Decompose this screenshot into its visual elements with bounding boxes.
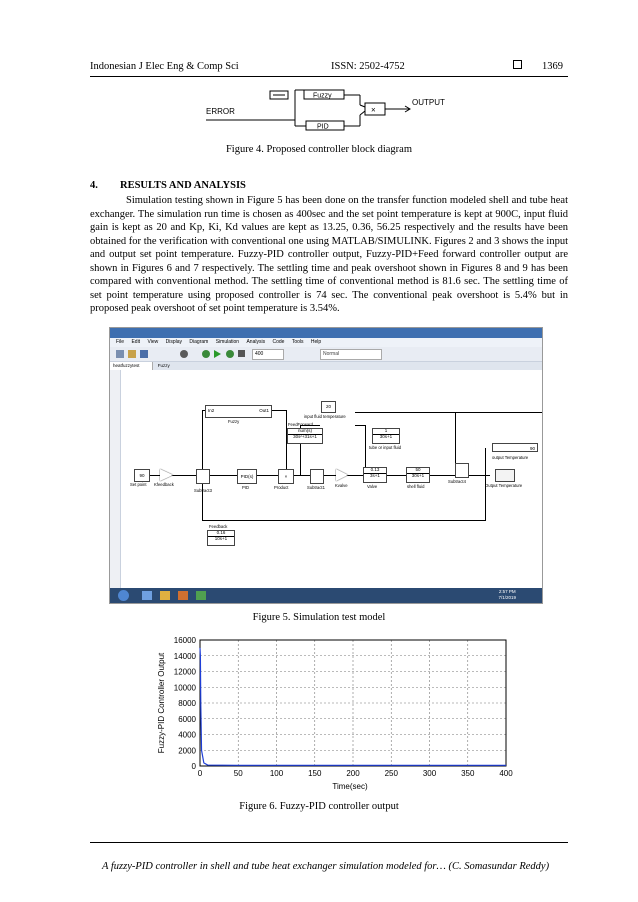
x-tick-label: 50 bbox=[233, 769, 243, 778]
library-icon[interactable] bbox=[180, 350, 188, 358]
kvalve-gain[interactable] bbox=[336, 469, 348, 481]
header-rule bbox=[90, 76, 568, 77]
product-block[interactable]: × bbox=[278, 469, 294, 484]
chart-grid bbox=[200, 640, 506, 766]
figure-6-chart bbox=[150, 634, 520, 794]
signal-line bbox=[355, 425, 365, 426]
square-bullet-icon bbox=[513, 60, 522, 69]
feedback-title: Feedback bbox=[209, 524, 228, 529]
y-tick-label: 0 bbox=[191, 762, 196, 771]
sim-mode-select[interactable]: Normal bbox=[320, 349, 382, 360]
valve-label: Valve bbox=[367, 484, 378, 489]
taskbar-matlab-icon[interactable] bbox=[178, 591, 188, 600]
menu-help[interactable]: Help bbox=[310, 339, 322, 345]
valve-num: 0.13 bbox=[370, 467, 380, 472]
display-label: output Temperature bbox=[492, 455, 529, 460]
feedback-transfer-fcn[interactable] bbox=[207, 530, 235, 546]
issn: ISSN: 2502-4752 bbox=[331, 61, 405, 72]
x-tick-label: 400 bbox=[499, 769, 513, 778]
input-fluid-constant[interactable]: 20 bbox=[321, 401, 336, 413]
product-label: Product bbox=[274, 485, 289, 490]
results-paragraph bbox=[90, 194, 568, 316]
valve-den: 3s+1 bbox=[364, 473, 386, 479]
journal-name: Indonesian J Elec Eng & Comp Sci bbox=[90, 61, 239, 72]
open-folder-icon[interactable] bbox=[128, 350, 136, 358]
menu-tools[interactable]: Tools bbox=[291, 339, 304, 345]
x-axis-label: Time(sec) bbox=[332, 782, 368, 791]
y-tick-label: 2000 bbox=[178, 746, 196, 756]
tab-heatfuzzytest[interactable]: heatfuzzytest bbox=[110, 362, 153, 370]
page-number: 1369 bbox=[542, 61, 563, 72]
menu-display[interactable]: Display bbox=[165, 339, 183, 345]
tube-label: tube or input fluid bbox=[369, 445, 402, 450]
pid-label: PID bbox=[242, 485, 249, 490]
section-number: 4. bbox=[90, 180, 98, 191]
tube-den: 30s+1 bbox=[373, 434, 399, 440]
display-block[interactable]: 90 bbox=[492, 443, 538, 452]
y-tick-label: 4000 bbox=[178, 730, 196, 740]
clock-date: 7/1/2019 bbox=[498, 595, 516, 600]
windows-taskbar bbox=[110, 588, 542, 603]
menu-file[interactable]: File bbox=[116, 339, 125, 345]
setpoint-constant[interactable]: 90 bbox=[134, 469, 150, 482]
simulink-menu-bar bbox=[110, 338, 542, 347]
x-tick-label: 300 bbox=[422, 769, 437, 778]
signal-line bbox=[270, 410, 286, 411]
y-tick-labels bbox=[174, 636, 197, 771]
ff-den: 30s²+31s+1 bbox=[288, 434, 322, 440]
tube-num: 1 bbox=[384, 428, 388, 433]
figure-4-caption: Figure 4. Proposed controller block diagram bbox=[225, 144, 413, 155]
output-label: OUTPUT bbox=[412, 98, 445, 107]
figure-6-caption: Figure 6. Fuzzy-PID controller output bbox=[239, 801, 399, 812]
kvalve-label: Kvalve bbox=[335, 483, 348, 488]
subtract3-label: Subtract3 bbox=[194, 488, 212, 493]
fuzzy-out-port: Out1 bbox=[259, 408, 269, 413]
shell-num: 50 bbox=[415, 467, 421, 472]
ff-num: num(s) bbox=[297, 428, 312, 433]
menu-view[interactable]: View bbox=[147, 339, 159, 345]
x-tick-label: 200 bbox=[346, 769, 360, 778]
x-tick-label: 350 bbox=[461, 769, 475, 778]
step-forward-icon[interactable] bbox=[226, 350, 234, 358]
scope-block[interactable] bbox=[495, 469, 515, 482]
stop-icon[interactable] bbox=[238, 350, 245, 357]
new-model-icon[interactable] bbox=[116, 350, 124, 358]
clock-time: 2:57 PM bbox=[498, 589, 516, 594]
feedback-gain[interactable] bbox=[160, 469, 173, 481]
input-fluid-label: input fluid temperature bbox=[304, 414, 346, 419]
y-tick-label: 16000 bbox=[173, 636, 196, 645]
tube-transfer-fcn[interactable] bbox=[372, 428, 400, 444]
signal-line bbox=[202, 520, 486, 521]
menu-analysis[interactable]: Analysis bbox=[246, 339, 266, 345]
fb-num: 0.16 bbox=[216, 530, 226, 535]
x-tick-label: 250 bbox=[384, 769, 398, 778]
subtract1-block[interactable] bbox=[310, 469, 324, 484]
model-side-palette bbox=[110, 370, 121, 588]
stop-time-input[interactable]: 400 bbox=[252, 349, 284, 360]
results-paragraph-text: Simulation testing shown in Figure 5 has been done on the transfer function modeled shell and tube heat exchanger. The simulation run time is chosen as 400sec and the set point temperature is kept at 900C, input fluid gain is kept as 20 and Kp, Ki, Kd values are kept as 13.25, 0.36, 56.25 respectively and the results have been obtained for the verification with conventional one using MATLAB/SIMULINK. Figures 2 and 3 shows the input and output set point temperature. Fuzzy-PID controller output, Fuzzy-PID+Feed forward controller output are shown in Figures 6 and 7 respectively. The settling time and peak overshoot shown in Figures 8 and 9 has been compared with conventional method. The settling time of conventional method is 81.6 sec. The settling time of set point temperature using proposed controller is 74 sec. The conventional peak overshoot is 5.4% but in proposed peak overshoot of set point temperature is 3.54%. bbox=[90, 195, 568, 314]
subtract4-block[interactable] bbox=[455, 463, 469, 478]
y-tick-label: 10000 bbox=[173, 683, 196, 693]
gain-label: Kfeedback bbox=[154, 482, 174, 487]
signal-line bbox=[455, 412, 456, 468]
step-back-icon[interactable] bbox=[202, 350, 210, 358]
signal-line bbox=[202, 410, 203, 475]
fuzzy-subsystem[interactable] bbox=[205, 405, 272, 418]
figure-5-caption: Figure 5. Simulation test model bbox=[252, 612, 386, 623]
section-heading bbox=[90, 180, 246, 191]
fb-den: 10s+1 bbox=[208, 536, 234, 542]
footer-rule bbox=[90, 842, 568, 843]
y-tick-label: 8000 bbox=[178, 699, 196, 708]
figure-4-block-diagram bbox=[200, 80, 460, 136]
subtract4-label: Subtract4 bbox=[448, 479, 466, 484]
signal-line bbox=[365, 425, 366, 471]
multiply-block-label: × bbox=[371, 105, 376, 115]
fuzzy-block-label: Fuzzy bbox=[313, 92, 332, 100]
subtract1-label: Subtract1 bbox=[307, 485, 325, 490]
pid-block[interactable]: PID(s) bbox=[237, 469, 257, 484]
model-tabs bbox=[110, 362, 542, 370]
taskbar-clock bbox=[498, 589, 516, 601]
feedforward-title: FeedForward bbox=[288, 422, 313, 427]
x-tick-label: 100 bbox=[269, 769, 284, 778]
fuzzy-label: Fuzzy bbox=[228, 419, 240, 424]
start-button-icon[interactable] bbox=[118, 590, 129, 601]
x-tick-labels bbox=[198, 769, 513, 778]
pid-block-label: PID bbox=[317, 123, 329, 131]
tab-fuzzy[interactable]: Fuzzy bbox=[157, 363, 170, 368]
fuzzy-in-port: In2 bbox=[208, 408, 215, 413]
y-tick-label: 12000 bbox=[173, 667, 196, 677]
footer-citation: A fuzzy-PID controller in shell and tube heat exchanger simulation modeled for… (C. Somasundar Reddy) bbox=[102, 861, 550, 872]
taskbar-browser-icon[interactable] bbox=[196, 591, 206, 600]
simulink-toolbar bbox=[110, 347, 542, 362]
menu-edit[interactable]: Edit bbox=[131, 339, 141, 345]
signal-line bbox=[355, 412, 543, 413]
save-icon[interactable] bbox=[140, 350, 148, 358]
simulink-title-bar bbox=[110, 328, 542, 338]
setpoint-label: Set point bbox=[130, 482, 147, 487]
simulink-screenshot bbox=[109, 327, 543, 604]
run-icon[interactable] bbox=[214, 350, 221, 358]
y-tick-label: 6000 bbox=[178, 714, 196, 724]
y-axis-label: Fuzzy-PID Controller Output bbox=[157, 652, 166, 754]
x-tick-label: 150 bbox=[308, 769, 322, 778]
x-tick-label: 0 bbox=[197, 769, 203, 778]
shell-transfer-fcn[interactable] bbox=[406, 467, 430, 483]
taskbar-folder-icon[interactable] bbox=[160, 591, 170, 600]
output-temp-label: Output Temperature bbox=[485, 483, 523, 488]
valve-transfer-fcn[interactable] bbox=[363, 467, 387, 483]
shell-den: 30s+1 bbox=[407, 473, 429, 479]
menu-code[interactable]: Code bbox=[272, 339, 285, 345]
feedforward-transfer-fcn[interactable] bbox=[287, 428, 323, 444]
shell-label: shell fluid bbox=[407, 484, 425, 489]
taskbar-app-icon[interactable] bbox=[142, 591, 152, 600]
menu-simulation[interactable]: Simulation bbox=[215, 339, 240, 345]
subtract3-block[interactable] bbox=[196, 469, 210, 484]
menu-diagram[interactable]: Diagram bbox=[189, 339, 209, 345]
y-tick-label: 14000 bbox=[173, 651, 196, 661]
signal-line bbox=[202, 481, 203, 521]
error-label: ERROR bbox=[206, 107, 235, 116]
section-title: RESULTS AND ANALYSIS bbox=[120, 180, 246, 191]
